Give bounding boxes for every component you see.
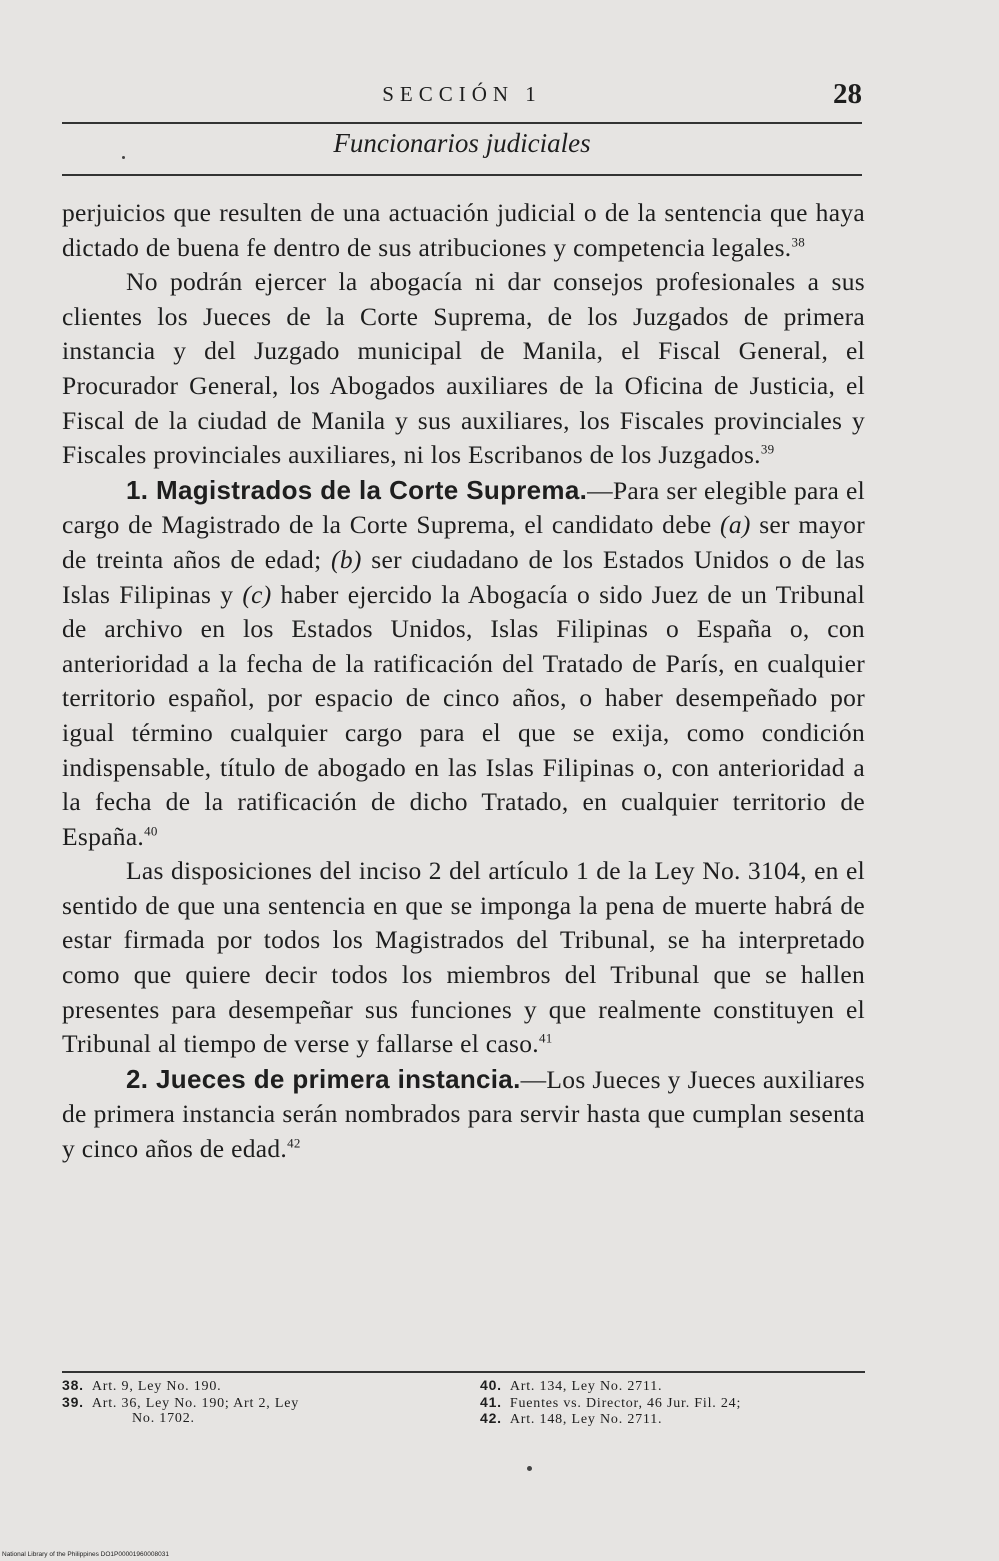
header-rule-bottom — [62, 174, 862, 176]
footnote-number: 41. — [480, 1393, 502, 1410]
section-label: SECCIÓN 1 — [382, 82, 542, 106]
paragraph-text: ser mayor de treinta años de edad; — [62, 510, 865, 574]
footnote-text: Art. 9, Ley No. 190. — [91, 1379, 222, 1394]
footnote-column-right — [480, 1378, 865, 1428]
subsection-heading: 1. Magistrados de la Corte Suprema. — [126, 474, 588, 505]
chapter-subtitle: Funcionarios judiciales — [333, 128, 591, 158]
footnote-ref: 39 — [760, 441, 775, 457]
footnote-text-continued: No. 1702. — [132, 1411, 195, 1426]
paragraph-3 — [62, 473, 865, 855]
footnote-ref: 40 — [144, 823, 158, 839]
paragraph-text: No podrán ejercer la abogacía ni dar consejos profesionales a sus clientes los Jueces de la Corte Suprema, de los Juzgados de primera instancia y del Juzgado municipal de Manila, el Fiscal General, el Procurador General, los Abogados auxiliares de la Oficina de Justicia, el Fiscal de la ciudad de Manila y sus auxiliares, los Fiscales provinciales y Fiscales provinciales auxiliares, ni los Escribanos de los Juzgados. — [62, 267, 865, 470]
footnote-text: Fuentes vs. Director, 46 Jur. Fil. 24; — [509, 1395, 742, 1411]
footnote-39 — [62, 1395, 462, 1427]
footnote-ref: 38 — [791, 234, 806, 250]
footnote-number: 40. — [480, 1377, 502, 1393]
main-text — [62, 196, 865, 1167]
paragraph-text: ser ciudadano de los Estados Unidos o de las Islas Filipinas y — [62, 544, 865, 609]
paragraph-text: haber ejercido la Abogacía o sido Juez de un Tribunal de archivo en los Estados Unidos, Islas Filipinas o España o, con anterioridad a la fecha de la ratificación del Tratado de París, en cualquier territorio español, por espacio de cinco años, o haber desempeñado por igual término cualquier cargo para el que se exija, como condición indispensable, título de abogado en las Islas Filipinas o, con anterioridad a la fecha de la ratificación de dicho Tratado, en cualquier territorio de España. — [62, 579, 865, 851]
paragraph-text: perjuicios que resulten de una actuación judicial o de la sentencia que haya dictado de buena fe dentro de sus atribuciones y competencia legales. — [62, 198, 865, 262]
list-marker: (a) — [720, 510, 751, 540]
ink-speck — [122, 156, 125, 159]
footnote-rule — [62, 1371, 865, 1373]
footnote-40 — [480, 1378, 865, 1395]
footnote-38 — [62, 1378, 462, 1395]
paragraph-text: —Los Jueces y Jueces auxiliares de primera instancia serán nombrados para servir hasta que cumplan sesenta y cinco años de edad. — [62, 1064, 865, 1164]
list-marker: (c) — [242, 579, 272, 609]
footnote-42 — [480, 1411, 865, 1428]
footnote-number: 38. — [62, 1377, 84, 1393]
paragraph-text: Las disposiciones del inciso 2 del artículo 1 de la Ley No. 3104, en el sentido de que una sentencia en que se imponga la pena de muerte habrá de estar firmada por todos los Magistrados del Tribunal, se ha interpretado como que quiere decir todos los miembros del Tribunal que se hallen presentes para desempeñar sus funciones y que realmente constituyen el Tribunal al tiempo de verse y fallarse el caso. — [62, 856, 865, 1059]
ink-speck — [527, 1466, 532, 1471]
footnote-number: 42. — [480, 1410, 502, 1426]
paragraph-2 — [62, 265, 865, 473]
paragraph-4 — [62, 854, 865, 1062]
header-rule-top — [62, 122, 862, 124]
footnote-41 — [480, 1395, 865, 1412]
footnote-ref: 41 — [538, 1030, 553, 1046]
footnote-ref: 42 — [287, 1135, 301, 1151]
page-number: 28 — [833, 78, 862, 110]
paragraph-1 — [62, 196, 865, 265]
subsection-heading: 2. Jueces de primera instancia. — [126, 1063, 521, 1094]
footnote-text: Art. 134, Ley No. 2711. — [509, 1379, 663, 1394]
paragraph-5 — [62, 1062, 865, 1167]
footnote-column-left — [62, 1378, 462, 1427]
footnote-text: Art. 36, Ley No. 190; Art 2, Ley — [91, 1395, 300, 1411]
footnote-text: Art. 148, Ley No. 2711. — [509, 1412, 663, 1427]
footnote-number: 39. — [62, 1393, 84, 1410]
paragraph-text: —Para ser elegible para el cargo de Magistrado de la Corte Suprema, el candidato debe — [62, 475, 865, 540]
list-marker: (b) — [331, 544, 362, 574]
scan-credit: National Library of the Philippines DO1P00001960008031 — [2, 1551, 169, 1558]
